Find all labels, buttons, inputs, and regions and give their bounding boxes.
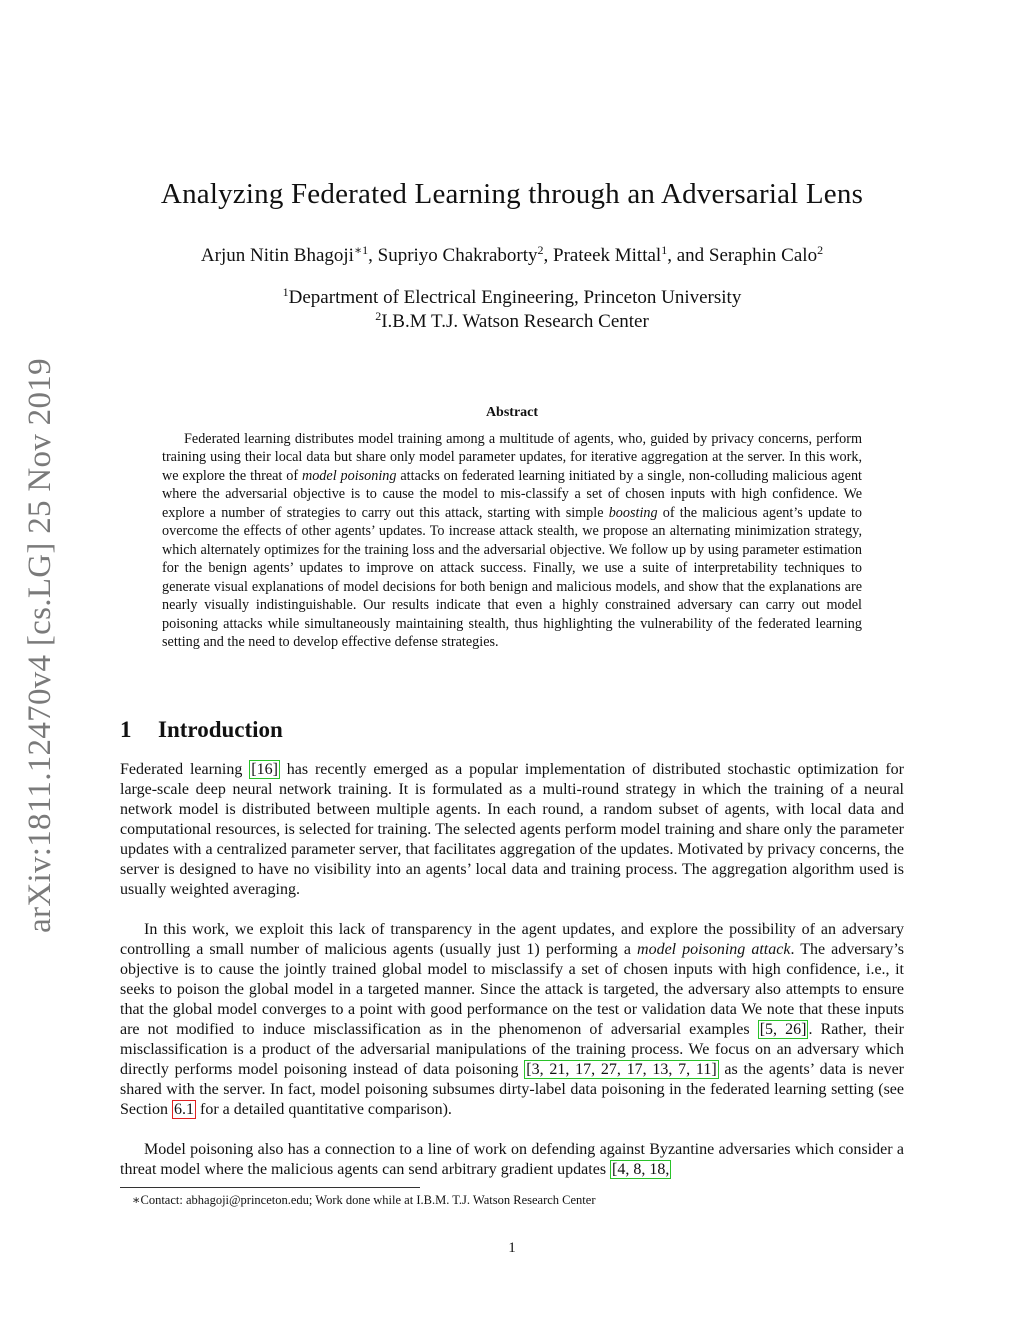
author-mark: 2: [817, 243, 824, 257]
author-name: Supriyo Chakraborty: [377, 245, 538, 266]
citation-link[interactable]: [4, 8, 18,: [612, 1160, 670, 1178]
citation-link[interactable]: [16]: [251, 761, 278, 778]
emphasized-text: model poisoning attack: [637, 940, 791, 958]
emphasized-text: boosting: [608, 504, 658, 521]
affiliation-mark: 2: [375, 309, 382, 323]
author-mark: ∗1: [353, 243, 369, 257]
author-mark: 2: [537, 243, 544, 257]
section-heading: [120, 717, 283, 743]
page-number: 1: [508, 1240, 516, 1256]
emphasized-text: model poisoning: [301, 467, 397, 484]
intro-paragraph-1: [120, 760, 904, 900]
arxiv-identifier: [10, 350, 70, 940]
text-run: . Rather, their misclassification is a product of the adversarial manipulations of the training process. We focus on an adversary which directly performs model poisoning instead of data poisoning: [120, 1020, 904, 1078]
text-run: Model poisoning also has a connection to a line of work on defending against Byzantine adversaries which consider a threat model where the malicious agents can send arbitrary gradient updates: [120, 1141, 904, 1178]
section-reference-link[interactable]: 6.1: [174, 1100, 194, 1118]
text-run: In this work, we exploit this lack of transparency in the agent updates, and explore the possibility of an adversary controlling a small number of malicious agents (usually just 1) performing a: [120, 921, 904, 958]
author-separator: , and: [667, 245, 709, 266]
section-number: 1: [120, 717, 132, 742]
affiliation-text: Department of Electrical Engineering, Princeton University: [288, 287, 742, 308]
citation-link[interactable]: [5, 26]: [759, 1020, 807, 1038]
text-run: has recently emerged as a popular implementation of distributed stochastic optimization for large-scale deep neural network training. It is formulated as a multi-round strategy in which the training of a neural network model is distributed between multiple agents. In each round, a random subset of agents, with local data and computational resources, is selected for training. The selected agents perform model training and share only the parameter updates with a centralized parameter server, that facilitates aggregation of the updates. Motivated by privacy concerns, the server is designed to have no visibility into an agents’ local data and training process. The aggregation algorithm used is usually weighted averaging.: [120, 761, 905, 898]
text-run: of the malicious agent’s update to overcome the effects of other agents’ updates. To increase attack stealth, we propose an alternating minimization strategy, which alternately optimizes for the training loss and the adversarial objective. We follow up by using parameter estimation for the benign agents’ updates to improve on attack success. Finally, we use a suite of interpretability techniques to generate visual explanations of model decisions for both benign and malicious models, and show that the explanations are nearly visually indistinguishable. Our results indicate that even a highly constrained adversary can carry out model poisoning attacks while simultaneously maintaining stealth, thus highlighting the vulnerability of the federated learning setting and the need to develop effective defense strategies.: [162, 504, 862, 650]
arxiv-identifier-text: arXiv:1811.12470v4 [cs.LG] 25 Nov 2019: [21, 357, 58, 933]
text-run: Federated learning: [120, 761, 250, 778]
intro-paragraph-2: [120, 920, 904, 1120]
affiliation-1: [60, 287, 964, 309]
author-separator: ,: [368, 245, 378, 266]
paper-title: Analyzing Federated Learning through an Adversarial Lens: [160, 178, 864, 210]
section-title: Introduction: [158, 717, 283, 742]
affiliation-2: [60, 311, 964, 333]
text-run: Federated learning distributes model training among a multitude of agents, who, guided by privacy concerns, perform training using their local data but share only model parameter updates, for iterative aggregation at the server. In this work, we explore the threat of: [162, 431, 862, 484]
text-run: . The adversary’s objective is to cause the jointly trained global model to misclassify a set of chosen inputs with high confidence, i.e., it seeks to poison the global model in a targeted manner. Since the attack is targeted, the adversary also attempts to ensure that the global model converges to a point with good performance on the test or validation data We note that these inputs are not modified to induce misclassification as in the phenomenon of adversarial examples: [120, 940, 905, 1038]
text-run: for a detailed quantitative comparison).: [196, 1100, 452, 1118]
author-name: Seraphin Calo: [708, 245, 818, 266]
author-mark: 1: [661, 243, 668, 257]
author-list: [60, 245, 964, 267]
author-separator: ,: [543, 245, 554, 266]
author-name: Prateek Mittal: [553, 245, 662, 266]
affiliation-text: I.B.M T.J. Watson Research Center: [381, 311, 649, 332]
text-run: as the agents’ data is never shared with the server. In fact, model poisoning subsumes dirty-label data poisoning in the federated learning setting (see Section: [120, 1060, 904, 1118]
abstract-body: [162, 430, 862, 651]
footnote: ∗Contact: abhagoji@princeton.edu; Work done while at I.B.M. T.J. Watson Research Center: [132, 1193, 596, 1207]
author-name: Arjun Nitin Bhagoji: [200, 245, 354, 266]
footnote-rule: [120, 1187, 420, 1188]
abstract-heading: Abstract: [485, 405, 539, 420]
citation-link[interactable]: [3, 21, 17, 27, 17, 13, 7, 11]: [526, 1060, 717, 1078]
intro-paragraph-3: [120, 1140, 904, 1180]
text-run: attacks on federated learning initiated by a single, non-colluding malicious agent where the adversarial objective is to cause the model to mis-classify a set of chosen inputs with high confidence. We explore a number of strategies to carry out this attack, starting with simple: [162, 467, 862, 521]
affiliation-mark: 1: [282, 285, 289, 299]
